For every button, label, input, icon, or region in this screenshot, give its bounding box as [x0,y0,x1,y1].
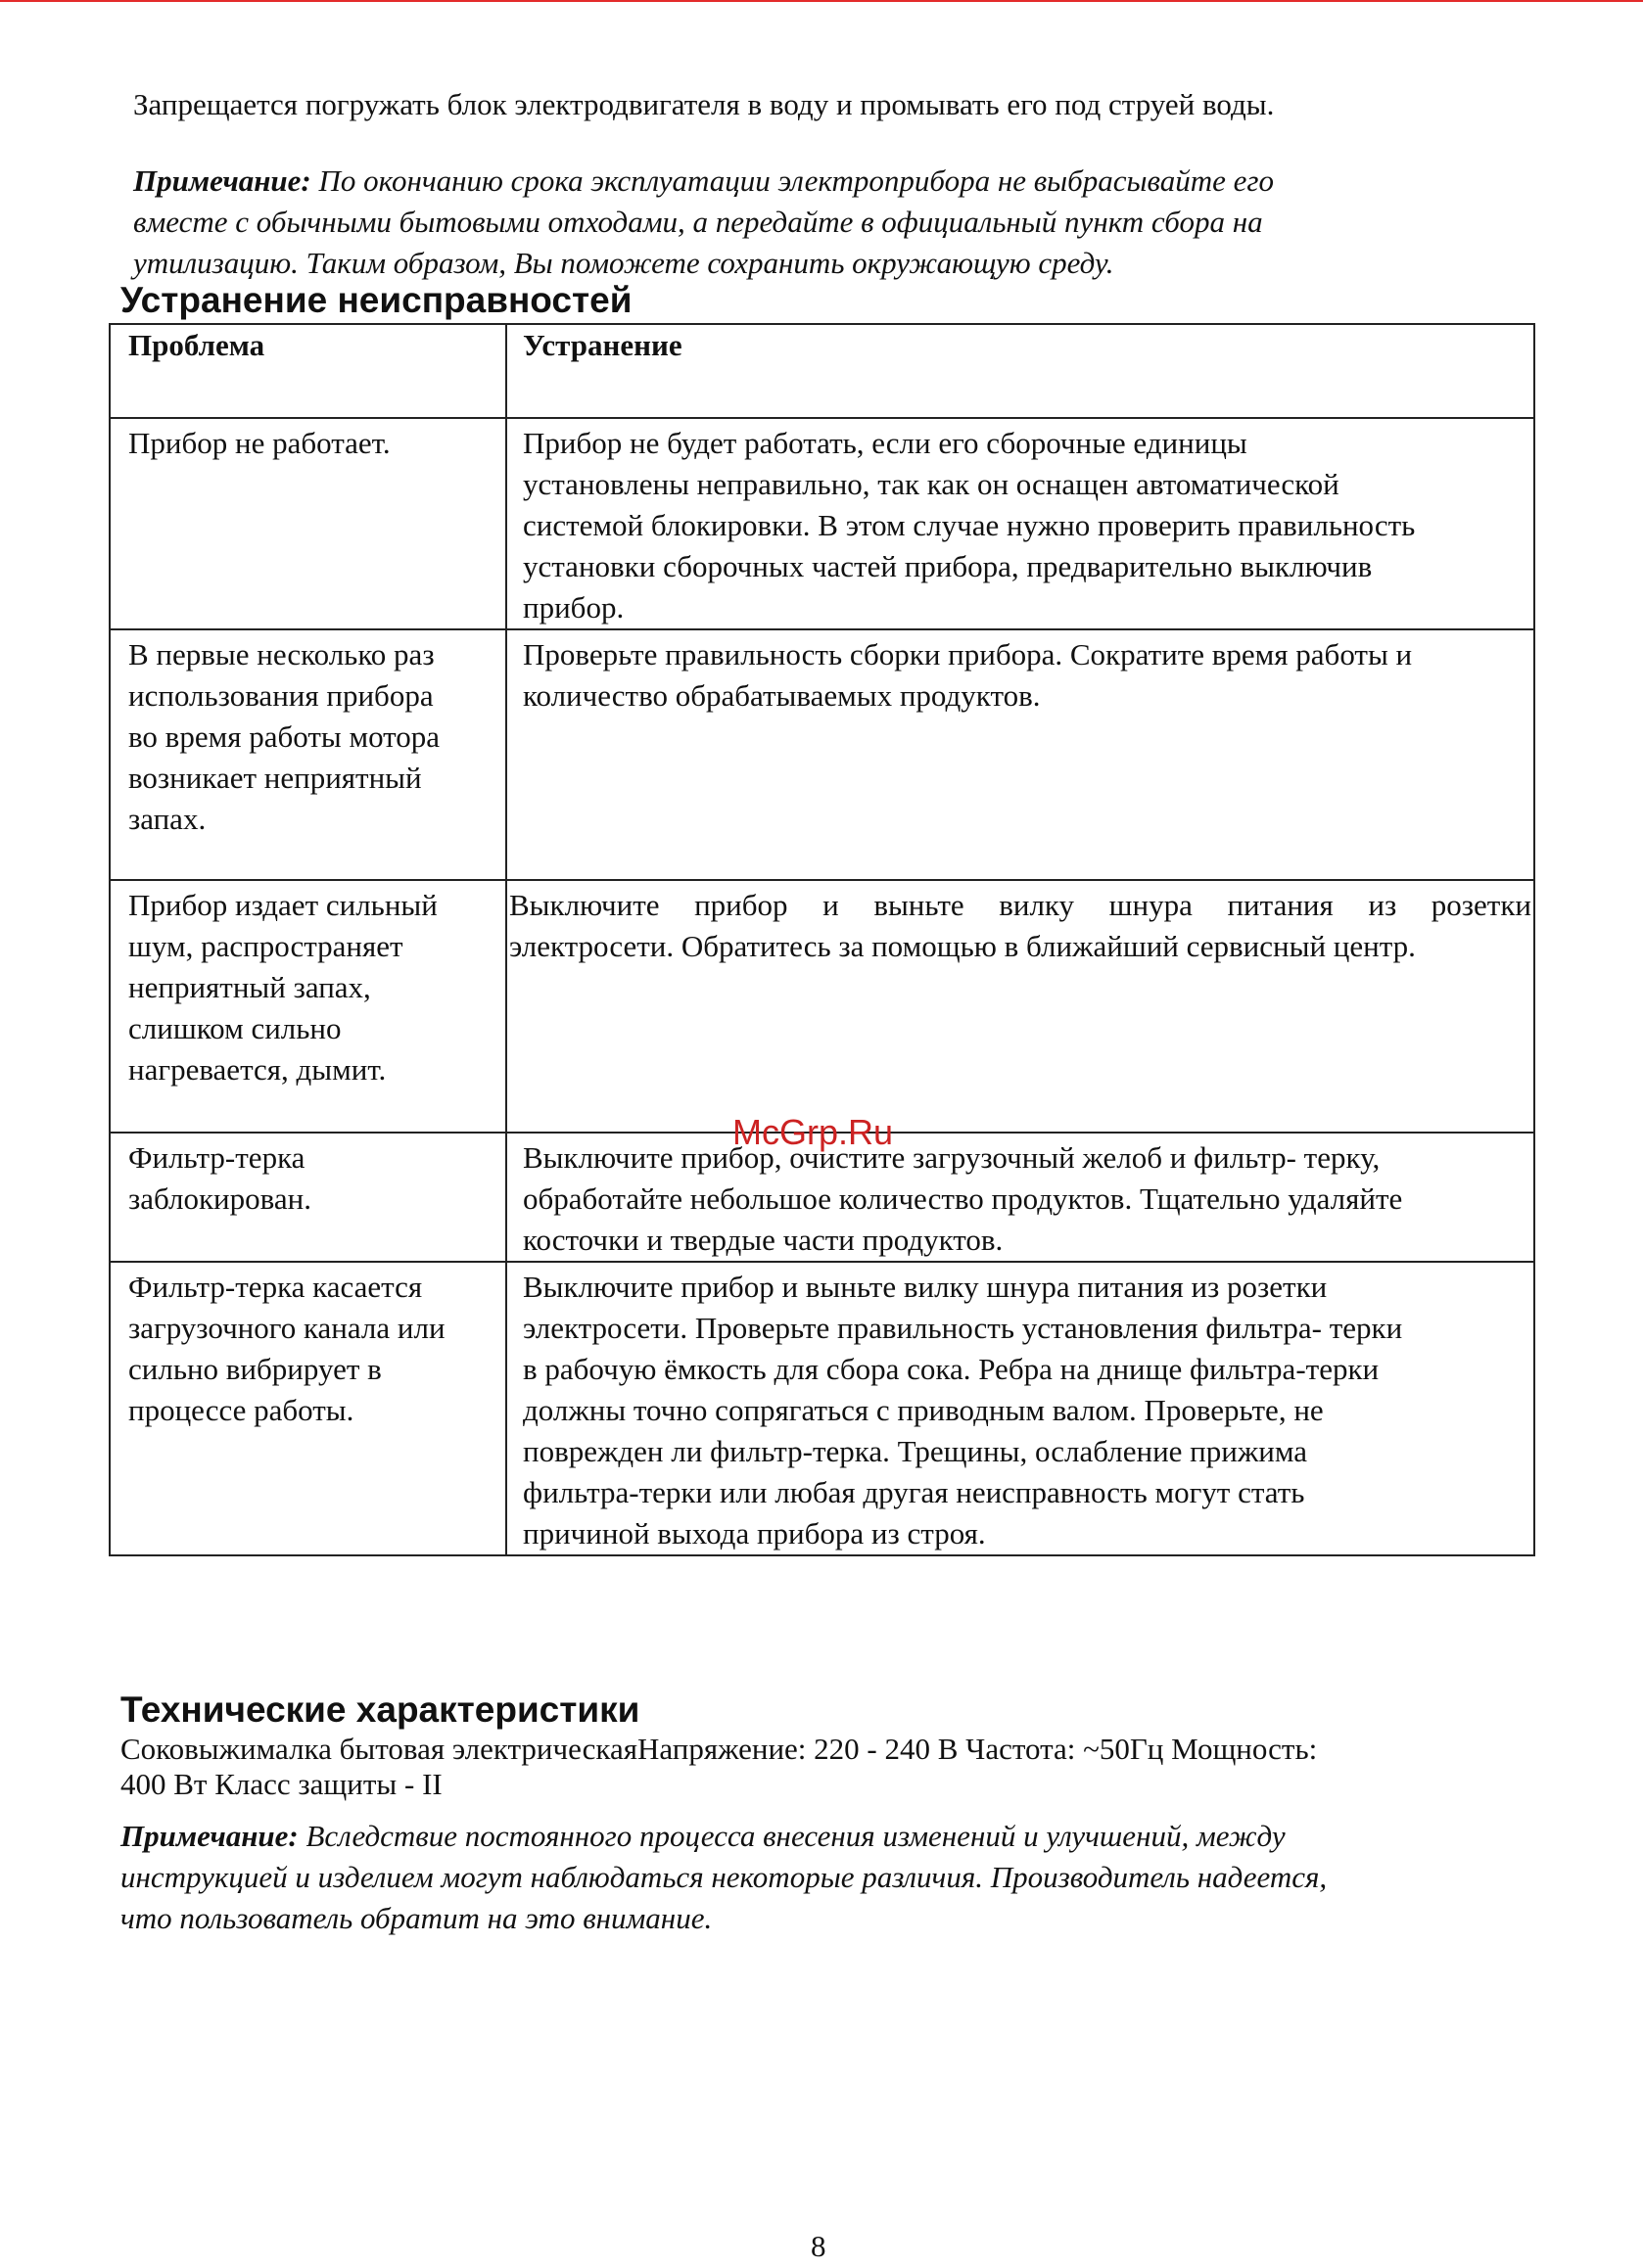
solution-line: Прибор не будет работать, если его сборочные единицы [523,426,1247,460]
troubleshooting-title: Устранение неисправностей [120,280,633,320]
problem-line: во время работы мотора [128,719,441,754]
solution-line: электросети. Обратитесь за помощью в ближайший сервисный центр. [509,929,1416,963]
header-solution: Устранение [506,324,1534,418]
solution-line: прибор. [523,590,625,625]
motor-warning: Запрещается погружать блок электродвигателя в воду и промывать его под струей воды. [133,87,1275,121]
solution-line: поврежден ли фильтр-терка. Трещины, ослабление прижима [523,1434,1308,1468]
solution-line: установлены неправильно, так как он оснащен автоматической [523,467,1339,501]
problem-line: сильно вибрирует в [128,1352,382,1386]
problem-line: шум, распространяет [128,929,403,963]
solution-line: Выключите прибор и выньте вилку шнура питания из розетки [509,888,1531,922]
note-text: Вследствие постоянного процесса внесения изменений и улучшений, между [298,1819,1286,1853]
solution-line: причиной выхода прибора из строя. [523,1516,986,1551]
problem-cell [110,880,506,1133]
problem-line: Прибор издает сильный [128,888,438,922]
note-text: По окончанию срока эксплуатации электроприбора не выбрасывайте его [310,163,1275,198]
solution-cell [506,629,1534,880]
specs-note-line-3: что пользователь обратит на это внимание. [120,1901,713,1935]
disposal-note-line-2: вместе с обычными бытовыми отходами, а передайте в официальный пункт сбора на [133,205,1263,239]
table-row [110,880,1534,1133]
header-problem: Проблема [110,324,506,418]
solution-line: Проверьте правильность сборки прибора. Сократите время работы и [523,637,1413,671]
solution-cell [506,418,1534,629]
specs-title: Технические характеристики [120,1689,640,1730]
problem-cell [110,418,506,629]
top-border-line [0,0,1643,2]
solution-line: электросети. Проверьте правильность установления фильтра- терки [523,1311,1403,1345]
solution-line: должны точно сопрягаться с приводным валом. Проверьте, не [523,1393,1324,1427]
problem-cell [110,1133,506,1262]
solution-cell [506,1133,1534,1262]
solution-line: Выключите прибор, очистите загрузочный желоб и фильтр- терку, [523,1140,1381,1175]
problem-line: процессе работы. [128,1393,354,1427]
specs-note-line-1 [120,1816,1286,1857]
solution-line: установки сборочных частей прибора, предварительно выключив [523,549,1373,583]
problem-line: заблокирован. [128,1181,311,1216]
problem-line: возникает неприятный [128,761,422,795]
problem-cell [110,1262,506,1555]
note-label: Примечание: [133,163,311,198]
problem-line: Фильтр-терка [128,1140,305,1175]
solution-line: фильтра-терки или любая другая неисправность могут стать [523,1475,1305,1509]
problem-cell [110,629,506,880]
page-number: 8 [811,2229,826,2263]
solution-cell [506,1262,1534,1555]
problem-line: В первые несколько раз [128,637,435,671]
solution-line: обработайте небольшое количество продуктов. Тщательно удаляйте [523,1181,1403,1216]
solution-line: косточки и твердые части продуктов. [523,1223,1004,1257]
specs-line-1: Соковыжималка бытовая электрическаяНапряжение: 220 - 240 В Частота: ~50Гц Мощность: [120,1732,1318,1766]
solution-cell [506,880,1534,1133]
table-row [110,418,1534,629]
disposal-note-line-3: утилизацию. Таким образом, Вы поможете сохранить окружающую среду. [133,246,1114,280]
problem-line: Фильтр-терка касается [128,1270,423,1304]
problem-line: загрузочного канала или [128,1311,446,1345]
specs-note-line-2: инструкцией и изделием могут наблюдаться некоторые различия. Производитель надеется, [120,1860,1328,1894]
problem-line: запах. [128,802,207,836]
problem-line: Прибор не работает. [128,426,391,460]
watermark-text: McGrp.Ru [732,1112,894,1152]
problem-line: нагревается, дымит. [128,1052,387,1087]
specs-line-2: 400 Вт Класс защиты - II [120,1767,443,1801]
problem-line: слишком сильно [128,1011,342,1045]
solution-line: количество обрабатываемых продуктов. [523,678,1041,713]
problem-line: использования прибора [128,678,434,713]
solution-line: Выключите прибор и выньте вилку шнура питания из розетки [523,1270,1328,1304]
solution-line: в рабочую ёмкость для сбора сока. Ребра на днище фильтра-терки [523,1352,1380,1386]
disposal-note-line-1 [133,161,1274,202]
note-label: Примечание: [120,1819,299,1853]
solution-line: системой блокировки. В этом случае нужно проверить правильность [523,508,1416,542]
table-row [110,629,1534,880]
table-row [110,1262,1534,1555]
troubleshooting-table [109,323,1535,1556]
table-header-row [110,324,1534,418]
problem-line: неприятный запах, [128,970,371,1004]
